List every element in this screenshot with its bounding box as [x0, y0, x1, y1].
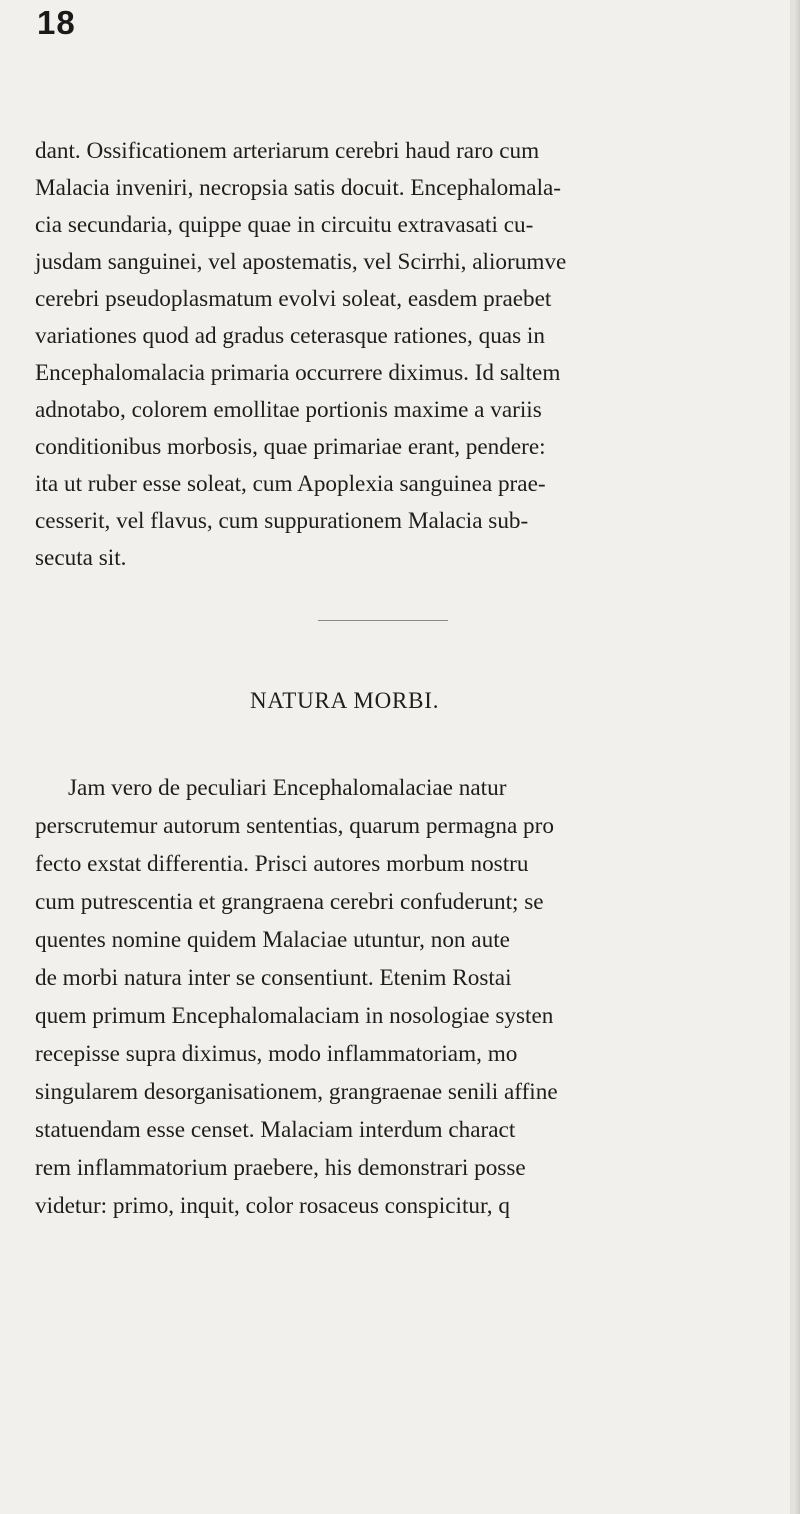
text-line: quentes nomine quidem Malaciae utuntur, non aute: [35, 927, 510, 953]
text-line: fecto exstat differentia. Prisci autores morbum nostru: [35, 851, 529, 877]
text-line: conditionibus morbosis, quae primariae erant, pendere:: [35, 434, 546, 460]
text-line: cum putrescentia et grangraena cerebri confuderunt; se: [35, 889, 544, 915]
text-line: adnotabo, colorem emollitae portionis maxime a variis: [35, 397, 542, 423]
text-line: Encephalomalacia primaria occurrere diximus. Id saltem: [35, 360, 561, 386]
text-line: cesserit, vel flavus, cum suppurationem Malacia sub-: [35, 508, 529, 534]
text-line: Malacia inveniri, necropsia satis docuit. Encephalomala-: [35, 175, 562, 201]
text-line: singularem desorganisationem, grangraenae senili affine: [35, 1079, 558, 1105]
text-line: perscrutemur autorum sententias, quarum permagna pro: [35, 813, 554, 839]
text-line: jusdam sanguinei, vel apostematis, vel Scirrhi, aliorumve: [35, 249, 567, 275]
text-line: rem inflammatorium praebere, his demonstrari posse: [35, 1155, 526, 1181]
text-line: quem primum Encephalomalaciam in nosologiae systen: [35, 1003, 554, 1029]
text-line: ita ut ruber esse soleat, cum Apoplexia sanguinea prae-: [35, 471, 546, 497]
text-line: videtur: primo, inquit, color rosaceus conspicitur, q: [35, 1193, 510, 1219]
text-line: variationes quod ad gradus ceterasque rationes, quas in: [35, 323, 545, 349]
text-line: recepisse supra diximus, modo inflammatoriam, mo: [35, 1041, 518, 1067]
section-divider: [318, 620, 448, 621]
text-line: statuendam esse censet. Malaciam interdum charact: [35, 1117, 516, 1143]
text-line: cerebri pseudoplasmatum evolvi soleat, easdem praebet: [35, 286, 552, 312]
section-heading: NATURA MORBI.: [250, 688, 440, 713]
text-line: de morbi natura inter se consentiunt. Etenim Rostai: [35, 965, 512, 991]
text-line: Jam vero de peculiari Encephalomalaciae natur: [68, 775, 507, 801]
text-line: secuta sit.: [35, 545, 127, 571]
text-line: cia secundaria, quippe quae in circuitu extravasati cu-: [35, 212, 534, 238]
page-edge: [793, 0, 800, 1514]
text-line: dant. Ossificationem arteriarum cerebri haud raro cum: [35, 138, 540, 164]
page-number: 18: [37, 4, 76, 41]
